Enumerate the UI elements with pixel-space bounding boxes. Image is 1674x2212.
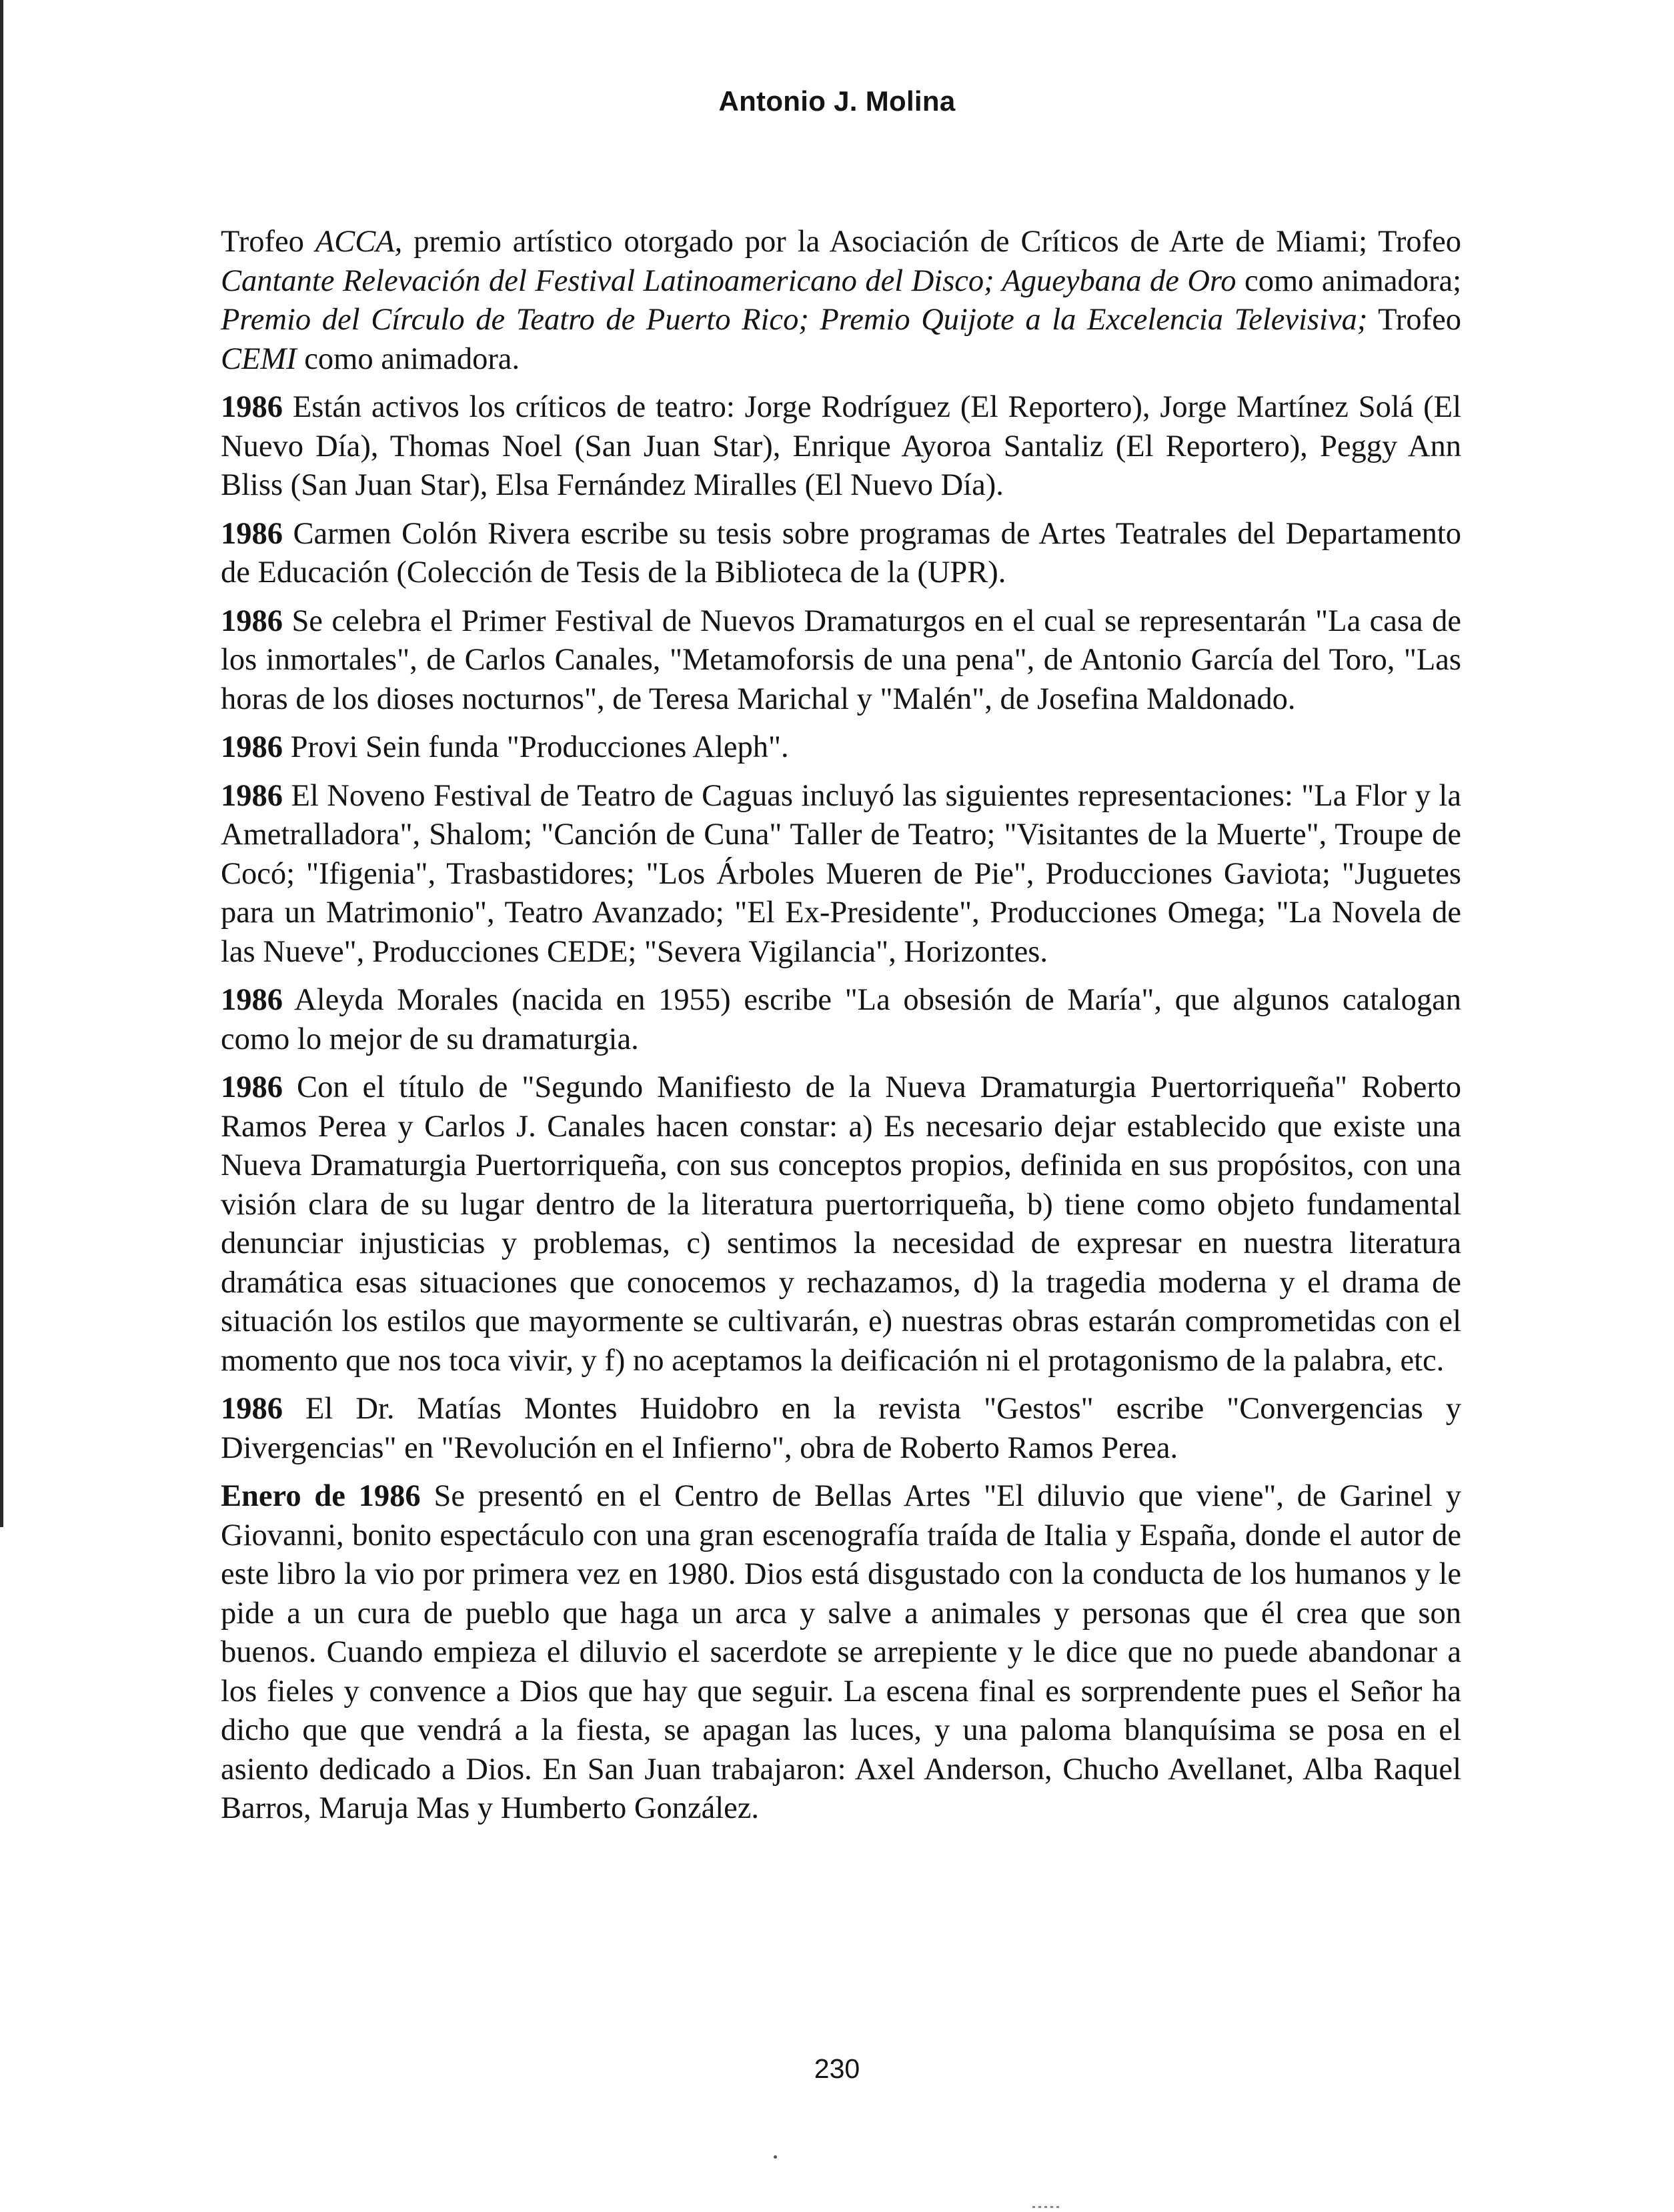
page-body: [221, 223, 1461, 1838]
header-author: Antonio J. Molina: [718, 85, 956, 117]
scan-mark: [1032, 2206, 1059, 2208]
scan-speck: [774, 2155, 777, 2159]
entry-year: 1986: [221, 1392, 283, 1426]
entry-year: 1986: [221, 604, 283, 638]
paragraph-9: [221, 1390, 1461, 1468]
entry-year: 1986: [221, 778, 283, 813]
entry-year: Enero de 1986: [221, 1479, 421, 1513]
entry-text: Con el título de "Segundo Manifiesto de la Nueva Dramaturgia Puertorriqueña" Roberto Ramos Perea y Carlos J. Canales hacen constar: a) Es necesario dejar establecido que existe una Nueva Dramaturgia Puertorriqueña, con sus conceptos propios, definida en sus propósitos, con una visión clara de su lugar dentro de la literatura puertorriqueña, b) tiene como objeto fundamental denunciar injusticias y problemas, c) sentimos la necesidad de expresar en nuestra literatura dramática esas situaciones que conocemos y rechazamos, d) la tragedia moderna y el drama de situación los estilos que mayormente se cultivarán, e) nuestras obras estarán comprometidas con el momento que nos toca vivir, y f) no aceptamos la deificación ni el protagonismo de la palabra, etc.: [221, 1070, 1461, 1378]
segment: premio artístico otorgado por la Asociación de Críticos de Arte de Miami; Trofeo: [402, 225, 1461, 259]
entry-text: Carmen Colón Rivera escribe su tesis sobre programas de Artes Teatrales del Departamento de Educación (Colección de Tesis de la Biblioteca de la (UPR).: [221, 516, 1461, 590]
paragraph-4: [221, 602, 1461, 720]
paragraph-8: [221, 1068, 1461, 1380]
page-number: 230: [814, 2053, 860, 2084]
entry-year: 1986: [221, 390, 283, 424]
entry-year: 1986: [221, 983, 283, 1017]
entry-text: El Noveno Festival de Teatro de Caguas incluyó las siguientes representaciones: "La Flor y la Ametralladora", Shalom; "Canción de Cuna" Taller de Teatro; "Visitantes de la Muerte", Troupe de Cocó; "Ifigenia", Trasbastidores; "Los Árboles Mueren de Pie", Producciones Gaviota; "Juguetes para un Matrimonio", Teatro Avanzado; "El Ex-Presidente", Producciones Omega; "La Novela de las Nueve", Producciones CEDE; "Severa Vigilancia", Horizontes.: [221, 778, 1461, 969]
segment: como animadora;: [1236, 263, 1462, 298]
entry-text: Están activos los críticos de teatro: Jorge Rodríguez (El Reportero), Jorge Martínez Solá (El Nuevo Día), Thomas Noel (San Juan Star), Enrique Ayoroa Santaliz (El Reportero), Peggy Ann Bliss (San Juan Star), Elsa Fernández Miralles (El Nuevo Día).: [221, 390, 1461, 502]
segment: Trofeo: [1367, 303, 1461, 337]
paragraph-3: [221, 515, 1461, 593]
entry-text: El Dr. Matías Montes Huidobro en la revista "Gestos" escribe "Convergencias y Divergencias" en "Revolución en el Infierno", obra de Roberto Ramos Perea.: [221, 1392, 1461, 1465]
running-header: [0, 85, 1674, 117]
italic-segment: CEMI: [221, 341, 297, 376]
italic-segment: Cantante Relevación del Festival Latinoamericano del Disco; Agueybana de Oro: [221, 263, 1236, 298]
italic-segment: Premio del Círculo de Teatro de Puerto Rico; Premio Quijote a la Excelencia Televisiva;: [221, 303, 1368, 337]
entry-year: 1986: [221, 730, 283, 764]
segment: como animadora.: [296, 341, 520, 376]
paragraph-10: [221, 1477, 1461, 1829]
paragraph-5: [221, 728, 1461, 768]
entry-text: Aleyda Morales (nacida en 1955) escribe "La obsesión de María", que algunos catalogan como lo mejor de su dramaturgia.: [221, 983, 1461, 1056]
page-edge-line: [0, 0, 3, 1527]
paragraph-1: [221, 223, 1461, 379]
italic-segment: ACCA,: [315, 225, 403, 259]
entry-text: Se celebra el Primer Festival de Nuevos Dramaturgos en el cual se representarán "La casa de los inmortales", de Carlos Canales, "Metamoforsis de una pena", de Antonio García del Toro, "Las horas de los dioses nocturnos", de Teresa Marichal y "Malén", de Josefina Maldonado.: [221, 604, 1461, 716]
paragraph-2: [221, 388, 1461, 505]
paragraph-7: [221, 981, 1461, 1059]
paragraph-6: [221, 777, 1461, 972]
entry-year: 1986: [221, 1070, 283, 1104]
segment: Trofeo: [221, 225, 315, 259]
entry-year: 1986: [221, 516, 283, 551]
entry-text: Provi Sein funda "Producciones Aleph".: [283, 730, 789, 764]
entry-text: Se presentó en el Centro de Bellas Artes "El diluvio que viene", de Garinel y Giovanni, bonito espectáculo con una gran escenografía traída de Italia y España, donde el autor de este libro la vio por primera vez en 1980. Dios está disgustado con la conducta de los humanos y le pide a un cura de pueblo que haga un arca y salve a animales y personas que él crea que son buenos. Cuando empieza el diluvio el sacerdote se arrepiente y le dice que no puede abandonar a los fieles y convence a Dios que hay que seguir. La escena final es sorprendente pues el Señor ha dicho que que vendrá a la fiesta, se apagan las luces, y una paloma blanquísima se posa en el asiento dedicado a Dios. En San Juan trabajaron: Axel Anderson, Chucho Avellanet, Alba Raquel Barros, Maruja Mas y Humberto González.: [221, 1479, 1461, 1825]
